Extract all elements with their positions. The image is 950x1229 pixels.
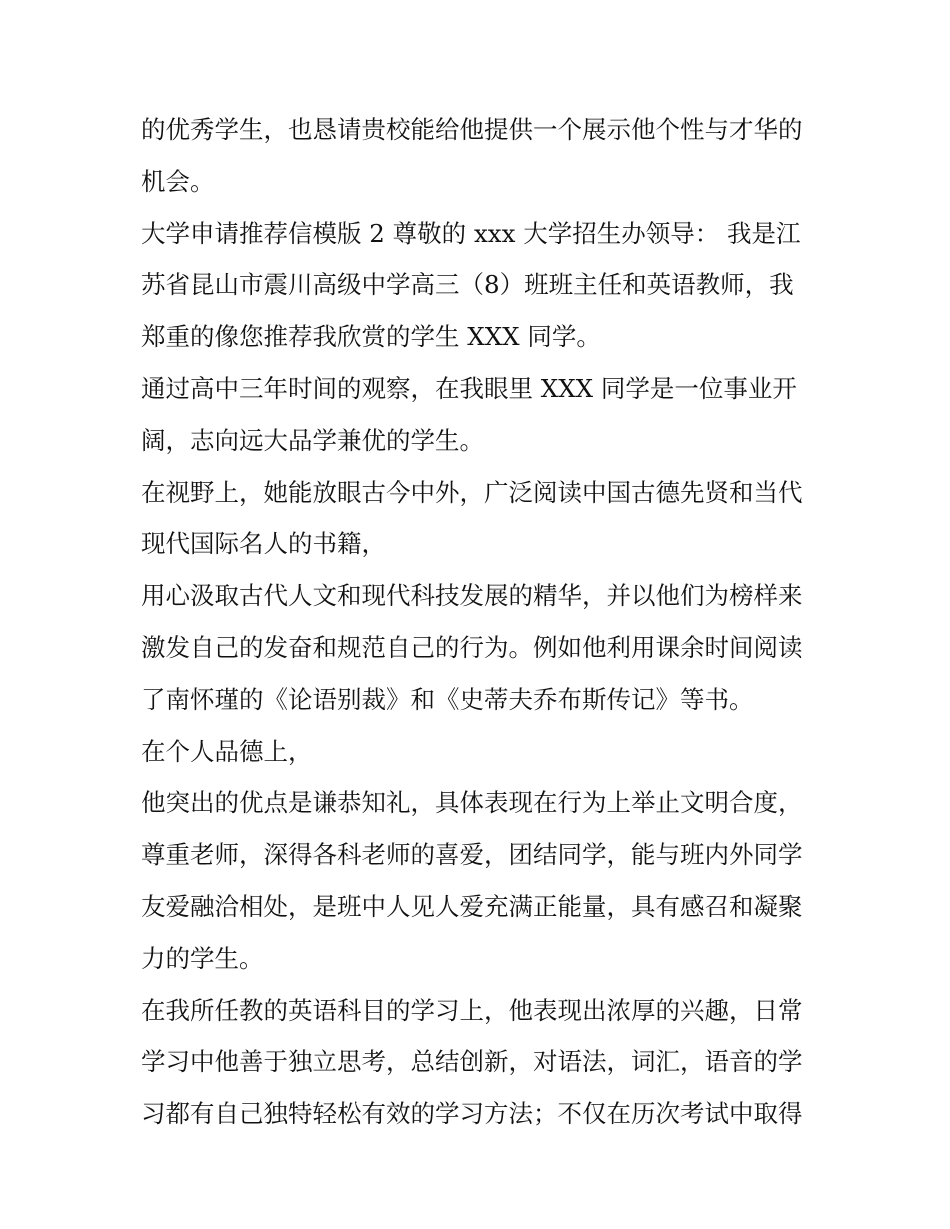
text-line: 在视野上，她能放眼古今中外，广泛阅读中国古德先贤和当代: [141, 477, 803, 507]
text-line: 苏省昆山市震川高级中学高三（8）班班主任和英语教师，我: [141, 270, 794, 300]
text-line: 通过高中三年时间的观察，在我眼里 XXX 同学是一位事业开: [141, 373, 797, 403]
text-line: 阔，志向远大品学兼优的学生。: [141, 425, 484, 455]
text-line: 郑重的像您推荐我欣赏的学生 XXX 同学。: [141, 322, 601, 352]
text-line: 在我所任教的英语科目的学习上，他表现出浓厚的兴趣，日常: [141, 995, 803, 1025]
text-line: 在个人品德上，: [141, 736, 313, 766]
text-line: 友爱融洽相处，是班中人见人爱充满正能量，具有感召和凝聚: [141, 891, 803, 921]
text-line: 机会。: [141, 166, 215, 196]
text-line: 用心汲取古代人文和现代科技发展的精华，并以他们为榜样来: [141, 581, 803, 611]
text-line: 了南怀瑾的《论语别裁》和《史蒂夫乔布斯传记》等书。: [141, 684, 754, 714]
text-line: 激发自己的发奋和规范自己的行为。例如他利用课余时间阅读: [141, 632, 803, 662]
text-line: 现代国际名人的书籍，: [141, 529, 386, 559]
text-line: 学习中他善于独立思考，总结创新，对语法，词汇，语音的学: [141, 1047, 803, 1077]
text-line: 他突出的优点是谦恭知礼，具体表现在行为上举止文明合度，: [141, 788, 803, 818]
letter-body: [141, 104, 821, 1140]
text-line: 大学申请推荐信模版 2 尊敬的 xxx 大学招生办领导： 我是江: [141, 218, 801, 248]
text-line: 习都有自己独特轻松有效的学习方法；不仅在历次考试中取得: [141, 1099, 803, 1129]
text-line: 力的学生。: [141, 943, 264, 973]
text-line: 的优秀学生，也恳请贵校能给他提供一个展示他个性与才华的: [141, 115, 803, 144]
text-line: 尊重老师，深得各科老师的喜爱，团结同学，能与班内外同学: [141, 840, 803, 870]
